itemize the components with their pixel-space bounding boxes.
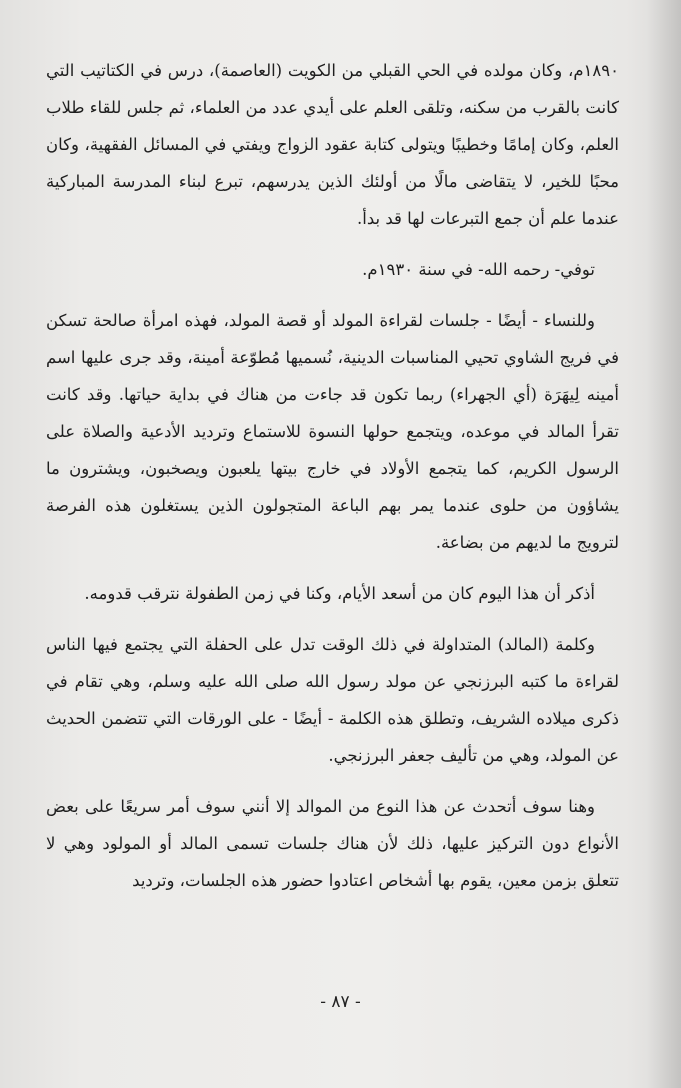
paragraph-other-types: وهنا سوف أتحدث عن هذا النوع من الموالد إلا أنني سوف أمر سريعًا على بعض الأنواع دون التركيز عليها، ذلك لأن هناك جلسات تسمى المالد أو المولود وهي لا تتعلق بزمن معين، يقوم بها أشخاص اعتادوا حضور هذه الجلسات، وترديد xyxy=(46,797,619,890)
paragraph-women-sessions: وللنساء - أيضًا - جلسات لقراءة المولد أو قصة المولد، فهذه امرأة صالحة تسكن في فريج الشاوي تحيي المناسبات الدينية، نُسميها مُطوّعة أمينة، وقد جرى عليها اسم أمينه لِيهَرَة (أي الجهراء) ربما تكون قد جاءت من هناك في بداية حياتها. وقد كانت تقرأ المالد في موعده، ويتجمع حولها النسوة للاستماع وترديد الأدعية والصلاة على الرسول الكريم، كما يتجمع الأولاد في خارج بيتها يلعبون ويصخبون، ويشترون ما يشاؤون من حلوى عندما يمر بهم الباعة المتجولون الذين يستغلون هذه الفرصة لترويج ما لديهم من بضاعة. xyxy=(46,311,619,552)
paragraph-biography: ١٨٩٠م، وكان مولده في الحي القبلي من الكويت (العاصمة)، درس في الكتاتيب التي كانت بالقرب من سكنه، وتلقى العلم على أيدي عدد من العلماء، ثم جلس للقاء طلاب العلم، وكان إمامًا وخطيبًا ويتولى كتابة عقود الزواج ويفتي في المسائل الفقهية، وكان محبًا للخير، لا يتقاضى مالًا من أولئك الذين يدرسهم، تبرع لبناء المدرسة المباركية عندما علم أن جمع التبرعات لها قد بدأ. xyxy=(46,61,619,228)
page-number: - ٨٧ - xyxy=(320,992,361,1012)
page-edge-shadow xyxy=(647,0,681,1088)
paragraph-almaled-definition: وكلمة (المالد) المتداولة في ذلك الوقت تدل على الحفلة التي يجتمع فيها الناس لقراءة ما كتبه البرزنجي عن مولد رسول الله صلى الله عليه وسلم، وهي تقام في ذكرى ميلاده الشريف، وتطلق هذه الكلمة - أيضًا - على الورقات التي تتضمن الحديث عن المولد، وهي من تأليف جعفر البرزنجي. xyxy=(46,635,619,765)
body-text xyxy=(46,52,619,899)
paragraph-death: توفي- رحمه الله- في سنة ١٩٣٠م. xyxy=(362,260,595,279)
paragraph-memory: أذكر أن هذا اليوم كان من أسعد الأيام، وكنا في زمن الطفولة نترقب قدومه. xyxy=(84,584,595,603)
